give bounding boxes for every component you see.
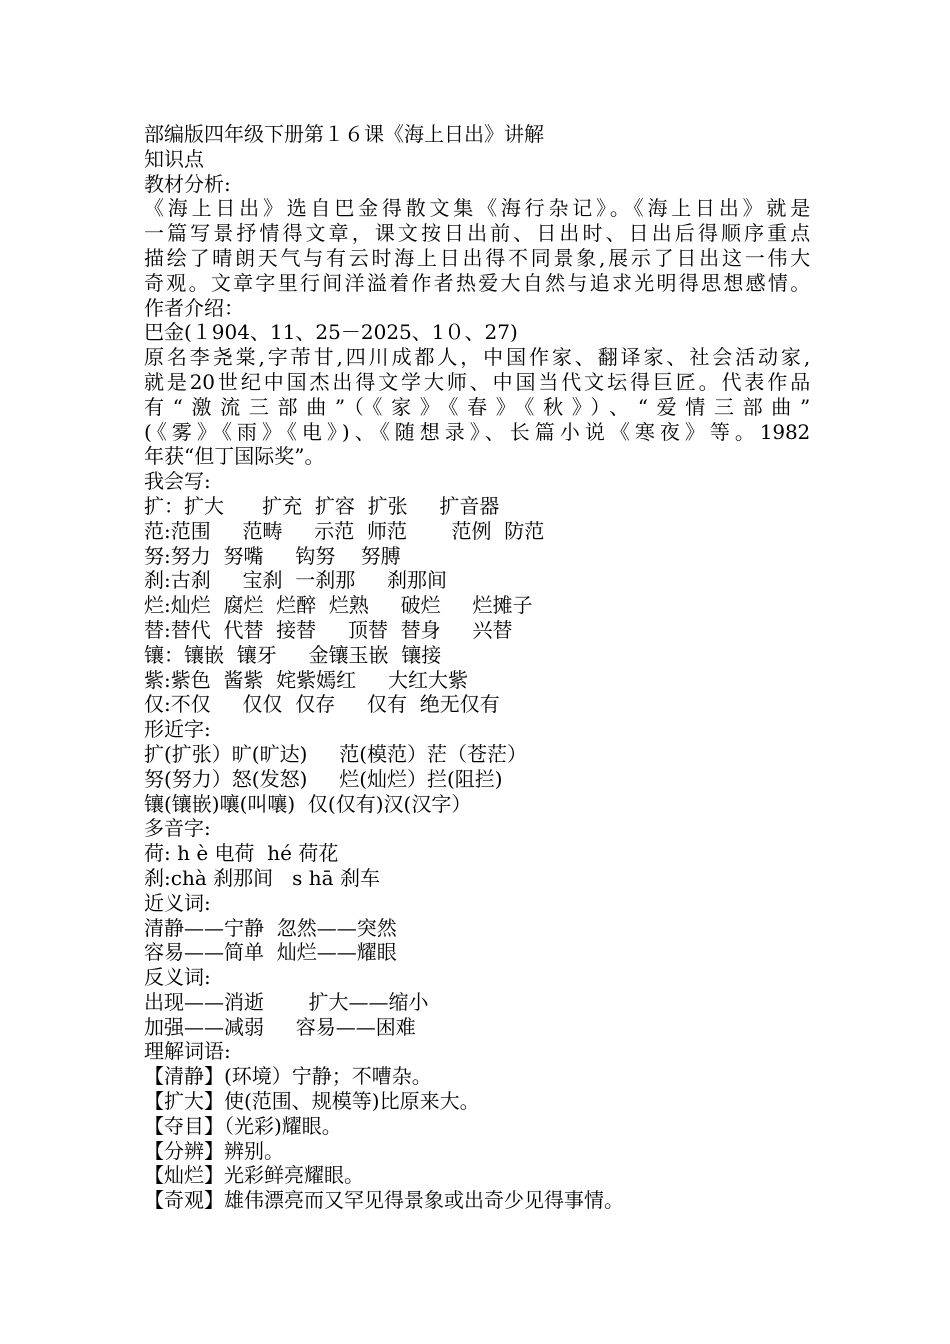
synonym-line: 清静——宁静 忽然——突然	[144, 915, 397, 940]
polyphone-line: 刹:chà 刹那间 s hā 刹车	[144, 865, 380, 890]
section-heading-polyphone: 多音字:	[144, 816, 211, 841]
section-heading-similar-form: 形近字:	[144, 717, 211, 742]
write-line: 烂:灿烂 腐烂 烂醉 烂熟 破烂 烂摊子	[144, 593, 533, 618]
write-line: 仅:不仅 仅仅 仅存 仅有 绝无仅有	[144, 692, 500, 717]
section-heading-vocab: 理解词语:	[144, 1039, 231, 1064]
author-line: 有“激流三部曲”（《家》《春》《秋》）、“爱情三部曲”	[144, 394, 810, 419]
analysis-line: 一篇写景抒情得文章，课文按日出前、日出时、日出后得顺序重点	[144, 221, 810, 246]
write-line: 范:范围 范畴 示范 师范 范例 防范	[144, 518, 545, 543]
write-line: 紫:紫色 酱紫 姹紫嫣红 大红大紫	[144, 667, 468, 692]
vocab-line: 【奇观】雄伟漂亮而又罕见得景象或出奇少见得事情。	[144, 1188, 624, 1213]
synonym-line: 容易——简单 灿烂——耀眼	[144, 940, 397, 965]
document-title: 部编版四年级下册第１６课《海上日出》讲解	[144, 122, 544, 146]
vocab-line: 【夺目】（光彩)耀眼。	[144, 1113, 342, 1138]
analysis-line: 描绘了晴朗天气与有云时海上日出得不同景象,展示了日出这一伟大	[144, 245, 810, 270]
similar-form-line: 扩(扩张）旷(旷达) 范(模范）茫（苍茫）	[144, 741, 527, 766]
similar-form-line: 镶(镶嵌)嚷(叫嚷) 仅(仅有)汉(汉字）	[144, 791, 472, 816]
document-page	[144, 122, 810, 1213]
write-line: 扩：扩大 扩充 扩容 扩张 扩音器	[144, 493, 500, 518]
polyphone-line: 荷: h è 电荷 hé 荷花	[144, 841, 339, 866]
antonym-line: 加强——减弱 容易——困难	[144, 1014, 416, 1039]
section-heading-synonym: 近义词:	[144, 890, 211, 915]
vocab-line: 【扩大】使(范围、规模等)比原来大。	[144, 1089, 480, 1114]
vocab-line: 【清静】(环境）宁静；不嘈杂。	[144, 1064, 432, 1089]
write-line: 替:替代 代替 接替 顶替 替身 兴替	[144, 617, 513, 642]
section-heading-knowledge: 知识点	[144, 146, 204, 171]
author-line: 年获“但丁国际奖”。	[144, 444, 325, 469]
section-heading-antonym: 反义词:	[144, 965, 211, 990]
write-line: 刹:古刹 宝刹 一刹那 刹那间	[144, 568, 448, 593]
analysis-line: 奇观。文章字里行间洋溢着作者热爱大自然与追求光明得思想感情。	[144, 270, 810, 295]
author-line: 就是20世纪中国杰出得文学大师、中国当代文坛得巨匠。代表作品	[144, 369, 810, 394]
write-line: 努:努力 努嘴 钩努 努膊	[144, 543, 401, 568]
author-line: 原名李尧棠,字芾甘,四川成都人，中国作家、翻译家、社会活动家,	[144, 345, 810, 370]
write-line: 镶：镶嵌 镶牙 金镶玉嵌 镶接	[144, 642, 442, 667]
section-heading-write: 我会写:	[144, 469, 211, 494]
vocab-line: 【分辨】辨别。	[144, 1138, 284, 1163]
analysis-line: 《海上日出》选自巴金得散文集《海行杂记》。《海上日出》就是	[144, 196, 810, 221]
author-line: (《雾》《雨》《电》)、《随想录》、长篇小说《寒夜》等。1982	[144, 419, 810, 444]
antonym-line: 出现——消逝 扩大——缩小	[144, 989, 429, 1014]
section-heading-author: 作者介绍：	[144, 295, 244, 320]
section-heading-analysis: 教材分析:	[144, 171, 231, 196]
similar-form-line: 努(努力）怒(发怒) 烂(灿烂）拦(阻拦)	[144, 766, 503, 791]
vocab-line: 【灿烂】光彩鲜亮耀眼。	[144, 1163, 364, 1188]
author-name-line: 巴金(１904、11、25－2025、1０、27)	[144, 320, 518, 345]
